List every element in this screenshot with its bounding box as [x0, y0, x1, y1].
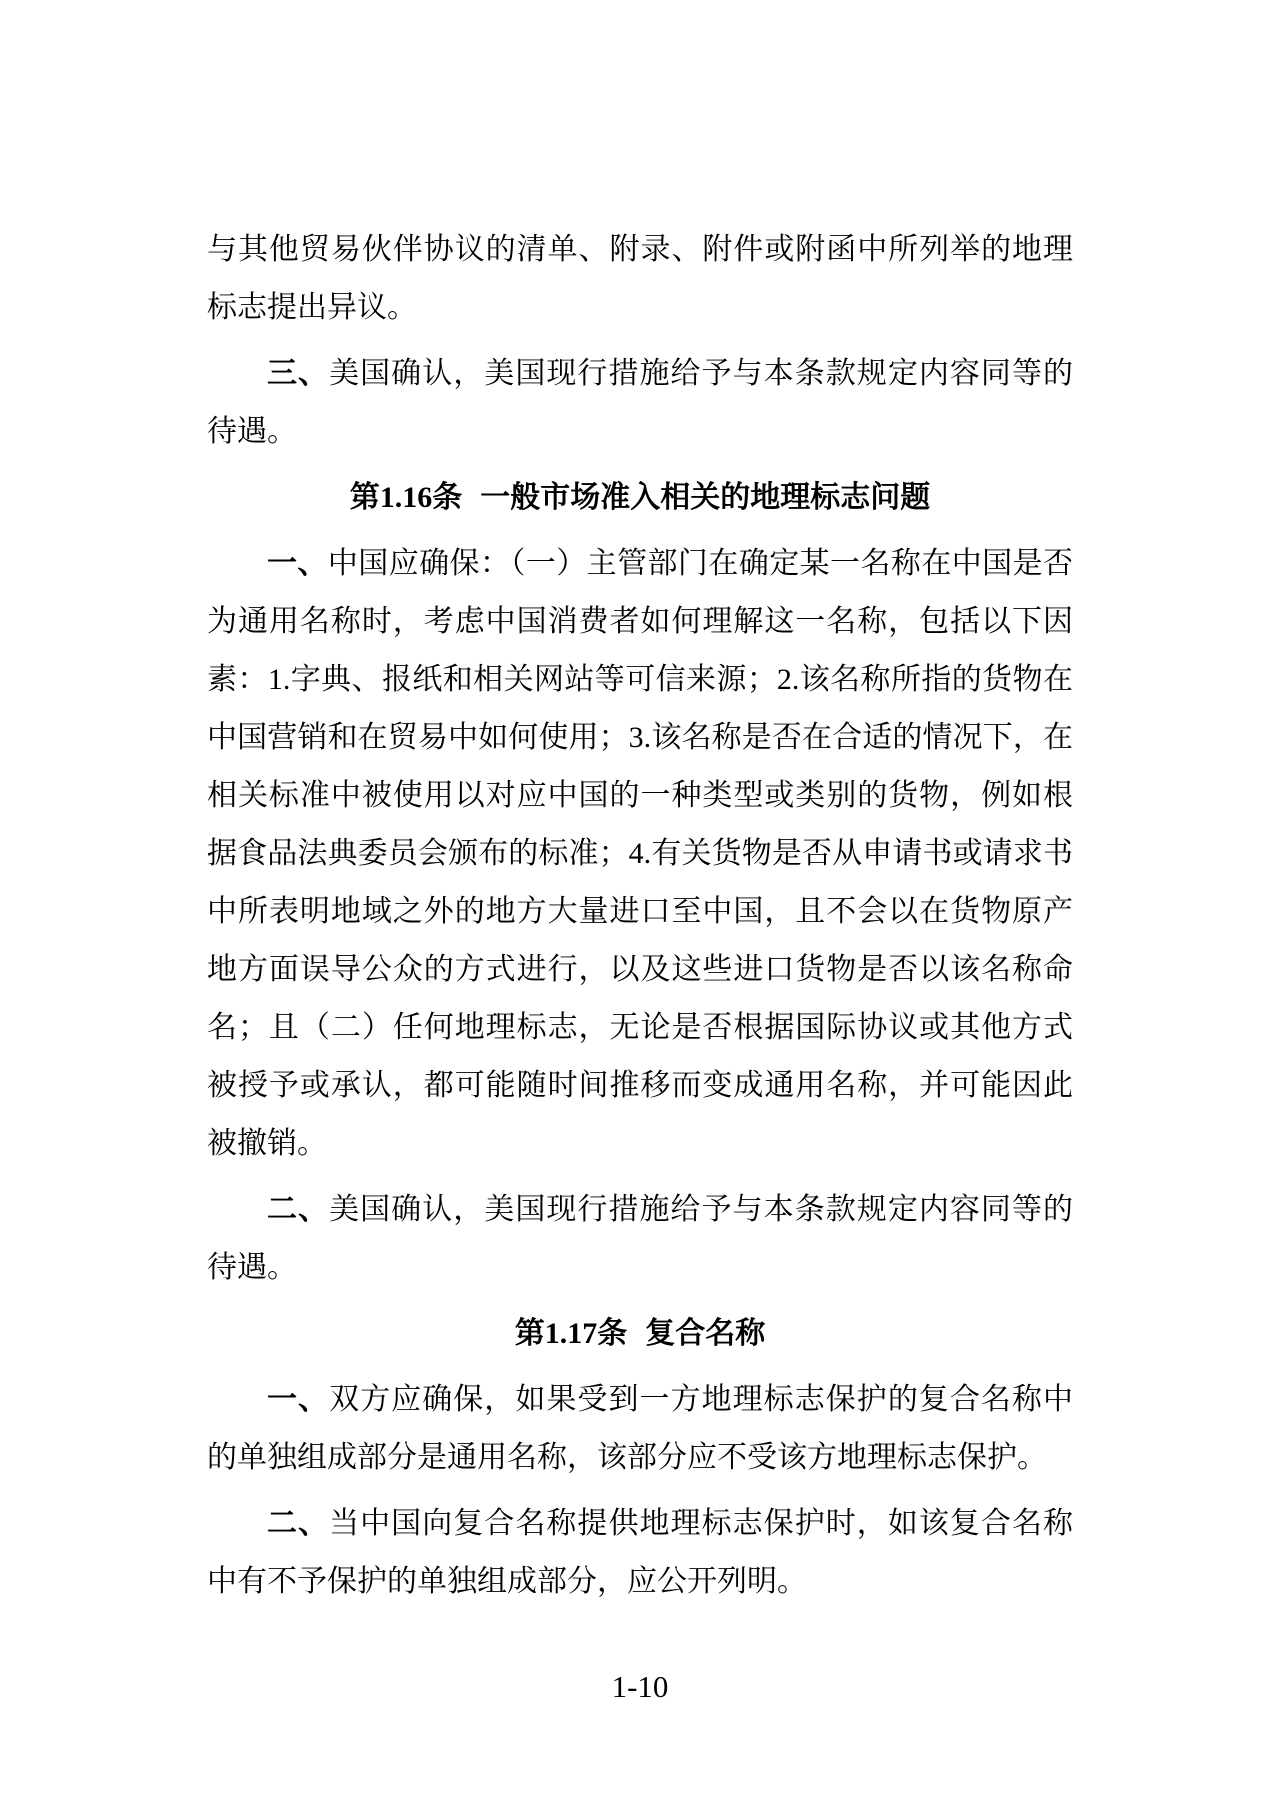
heading-number: 第1.16条	[349, 481, 463, 514]
paragraph-item-1	[207, 535, 1073, 1173]
paragraph-text: 美国确认，美国现行措施给予与本条款规定内容同等的待遇。	[207, 357, 1074, 448]
list-marker: 一、	[267, 1383, 330, 1416]
list-marker: 二、	[267, 1193, 330, 1226]
article-heading-1-17	[207, 1305, 1073, 1363]
article-heading-1-16	[207, 469, 1073, 527]
paragraph-item-3	[207, 345, 1073, 461]
list-marker: 三、	[267, 357, 330, 390]
paragraph-item-2	[207, 1495, 1073, 1611]
page-number: 1-10	[611, 1669, 669, 1704]
paragraph-text: 当中国向复合名称提供地理标志保护时，如该复合名称中有不予保护的单独组成部分，应公开列明。	[207, 1507, 1074, 1598]
paragraph-text: 双方应确保，如果受到一方地理标志保护的复合名称中的单独组成部分是通用名称，该部分应不受该方地理标志保护。	[207, 1383, 1074, 1474]
heading-title: 一般市场准入相关的地理标志问题	[480, 481, 931, 514]
page-body	[207, 221, 1073, 1619]
paragraph-text: 中国应确保：（一）主管部门在确定某一名称在中国是否为通用名称时，考虑中国消费者如何理解这一名称，包括以下因素：1.字典、报纸和相关网站等可信来源；2.该名称所指的货物在中国营销和在贸易中如何使用；3.该名称是否在合适的情况下，在相关标准中被使用以对应中国的一种类型或类别的货物，例如根据食品法典委员会颁布的标准；4.有关货物是否从申请书或请求书中所表明地域之外的地方大量进口至中国，且不会以在货物原产地方面误导公众的方式进行，以及这些进口货物是否以该名称命名；且（二）任何地理标志，无论是否根据国际协议或其他方式被授予或承认，都可能随时间推移而变成通用名称，并可能因此被撤销。	[207, 547, 1074, 1160]
list-marker: 二、	[267, 1507, 330, 1540]
paragraph-item-2	[207, 1181, 1073, 1297]
heading-number: 第1.17条	[514, 1317, 628, 1350]
list-marker: 一、	[267, 547, 328, 580]
heading-title: 复合名称	[645, 1317, 766, 1350]
paragraph-text: 美国确认，美国现行措施给予与本条款规定内容同等的待遇。	[207, 1193, 1074, 1284]
paragraph-continuation: 与其他贸易伙伴协议的清单、附录、附件或附函中所列举的地理标志提出异议。	[207, 233, 1073, 324]
paragraph-item-1	[207, 1371, 1073, 1487]
